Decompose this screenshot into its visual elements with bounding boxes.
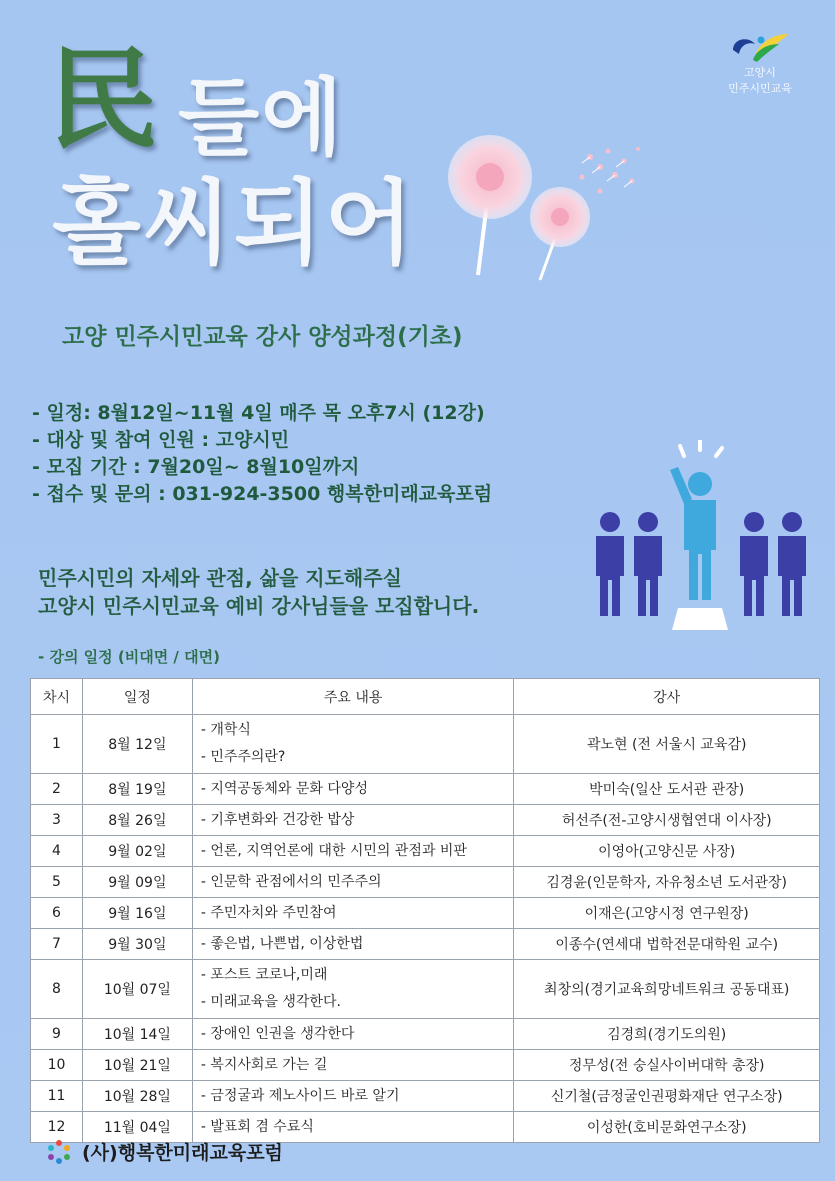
topic-line: - 미래교육을 생각한다. bbox=[200, 994, 341, 1010]
cell-session: 2 bbox=[31, 774, 83, 805]
recruit-message bbox=[38, 564, 479, 620]
forum-logo-icon bbox=[46, 1139, 72, 1165]
topic-line: - 좋은법, 나쁜법, 이상한법 bbox=[200, 935, 364, 952]
cell-date: 10월 07일 bbox=[82, 960, 192, 1019]
topic-line: - 금정굴과 제노사이드 바로 알기 bbox=[200, 1087, 400, 1104]
topic-line: - 기후변화와 건강한 밥상 bbox=[200, 811, 355, 828]
cell-lecturer: 김경희(경기도의원) bbox=[514, 1019, 820, 1050]
cell-session: 11 bbox=[31, 1081, 83, 1112]
cell-session: 10 bbox=[31, 1050, 83, 1081]
course-info-list bbox=[32, 400, 492, 508]
cell-lecturer: 이성한(호비문화연구소장) bbox=[514, 1112, 820, 1143]
table-body bbox=[31, 715, 820, 1143]
topic-line: - 언론, 지역언론에 대한 시민의 관점과 비판 bbox=[200, 842, 467, 859]
cell-date: 9월 30일 bbox=[82, 929, 192, 960]
cell-session: 3 bbox=[31, 805, 83, 836]
people-illustration bbox=[588, 440, 813, 650]
cell-topic bbox=[192, 1050, 514, 1081]
cell-date: 8월 19일 bbox=[82, 774, 192, 805]
table-header-row bbox=[31, 679, 820, 715]
table-row bbox=[31, 836, 820, 867]
header-session: 차시 bbox=[31, 679, 83, 715]
topic-line: - 인문학 관점에서의 민주주의 bbox=[200, 873, 382, 890]
info-contact: - 접수 및 문의 : 031-924-3500 행복한미래교육포럼 bbox=[32, 483, 493, 505]
topic-line: - 복지사회로 가는 길 bbox=[200, 1056, 328, 1073]
topic-line: - 장애인 인권을 생각한다 bbox=[200, 1025, 355, 1042]
topic-line: - 민주주의란? bbox=[200, 749, 286, 765]
logo-text-program: 민주시민교육 bbox=[728, 82, 792, 95]
forum-name: (사)행복한미래교육포럼 bbox=[82, 1142, 283, 1164]
course-subtitle: 고양 민주시민교육 강사 양성과정(기초) bbox=[62, 324, 463, 350]
table-row bbox=[31, 867, 820, 898]
cell-session: 7 bbox=[31, 929, 83, 960]
cell-date: 11월 04일 bbox=[82, 1112, 192, 1143]
table-row bbox=[31, 774, 820, 805]
cell-session: 8 bbox=[31, 960, 83, 1019]
cell-date: 10월 28일 bbox=[82, 1081, 192, 1112]
logo-text-city: 고양시 bbox=[744, 66, 776, 79]
table-row bbox=[31, 898, 820, 929]
topic-line: - 개학식 bbox=[200, 722, 251, 738]
footer bbox=[46, 1138, 283, 1165]
goyang-leaf-icon bbox=[725, 30, 795, 64]
title-line-1: 들에 bbox=[178, 69, 345, 167]
cell-session: 4 bbox=[31, 836, 83, 867]
info-target: - 대상 및 참여 인원 : 고양시민 bbox=[32, 429, 290, 451]
cell-lecturer: 박미숙(일산 도서관 관장) bbox=[514, 774, 820, 805]
cell-session: 9 bbox=[31, 1019, 83, 1050]
cell-date: 10월 21일 bbox=[82, 1050, 192, 1081]
topic-line: - 포스트 코로나,미래 bbox=[200, 967, 328, 983]
recruit-line-1: 민주시민의 자세와 관점, 삶을 지도해주실 bbox=[38, 566, 402, 590]
table-row bbox=[31, 805, 820, 836]
table-row bbox=[31, 1050, 820, 1081]
topic-line: - 발표회 겸 수료식 bbox=[200, 1118, 314, 1135]
cell-lecturer: 허선주(전-고양시생협연대 이사장) bbox=[514, 805, 820, 836]
cell-topic bbox=[192, 836, 514, 867]
cell-date: 10월 14일 bbox=[82, 1019, 192, 1050]
topic-line: - 주민자치와 주민참여 bbox=[200, 904, 337, 921]
title-line-2: 홀씨되어 bbox=[52, 170, 416, 277]
cell-session: 5 bbox=[31, 867, 83, 898]
cell-lecturer: 신기철(금정굴인권평화재단 연구소장) bbox=[514, 1081, 820, 1112]
table-row bbox=[31, 1019, 820, 1050]
cell-lecturer: 정무성(전 숭실사이버대학 총장) bbox=[514, 1050, 820, 1081]
cell-lecturer: 이종수(연세대 법학전문대학원 교수) bbox=[514, 929, 820, 960]
cell-topic bbox=[192, 805, 514, 836]
title-hanja: 民 bbox=[48, 35, 158, 164]
cell-date: 8월 26일 bbox=[82, 805, 192, 836]
dandelion-illustration bbox=[440, 115, 650, 285]
cell-session: 12 bbox=[31, 1112, 83, 1143]
cell-topic bbox=[192, 715, 514, 774]
cell-date: 9월 02일 bbox=[82, 836, 192, 867]
schedule-label: - 강의 일정 (비대면 / 대면) bbox=[38, 648, 220, 666]
table-row bbox=[31, 1081, 820, 1112]
topic-line: - 지역공동체와 문화 다양성 bbox=[200, 780, 368, 797]
cell-lecturer: 곽노현 (전 서울시 교육감) bbox=[514, 715, 820, 774]
goyang-logo bbox=[715, 30, 805, 96]
cell-lecturer: 최창의(경기교육희망네트워크 공동대표) bbox=[514, 960, 820, 1019]
cell-session: 6 bbox=[31, 898, 83, 929]
cell-date: 8월 12일 bbox=[82, 715, 192, 774]
header-lecturer: 강사 bbox=[514, 679, 820, 715]
cell-topic bbox=[192, 1081, 514, 1112]
table-row bbox=[31, 960, 820, 1019]
header-topic: 주요 내용 bbox=[192, 679, 514, 715]
cell-date: 9월 16일 bbox=[82, 898, 192, 929]
table-row bbox=[31, 715, 820, 774]
cell-date: 9월 09일 bbox=[82, 867, 192, 898]
cell-session: 1 bbox=[31, 715, 83, 774]
recruit-line-2: 고양시 민주시민교육 예비 강사님들을 모집합니다. bbox=[38, 594, 480, 618]
cell-topic bbox=[192, 929, 514, 960]
cell-topic bbox=[192, 898, 514, 929]
cell-topic bbox=[192, 960, 514, 1019]
cell-topic bbox=[192, 1019, 514, 1050]
info-recruit-period: - 모집 기간 : 7월20일~ 8월10일까지 bbox=[32, 456, 360, 478]
cell-topic bbox=[192, 774, 514, 805]
cell-lecturer: 김경윤(인문학자, 자유청소년 도서관장) bbox=[514, 867, 820, 898]
schedule-table bbox=[30, 678, 820, 1143]
info-schedule: - 일정: 8월12일~11월 4일 매주 목 오후7시 (12강) bbox=[32, 402, 485, 424]
table-row bbox=[31, 929, 820, 960]
cell-lecturer: 이영아(고양신문 사장) bbox=[514, 836, 820, 867]
cell-topic bbox=[192, 867, 514, 898]
header-date: 일정 bbox=[82, 679, 192, 715]
cell-lecturer: 이재은(고양시정 연구원장) bbox=[514, 898, 820, 929]
